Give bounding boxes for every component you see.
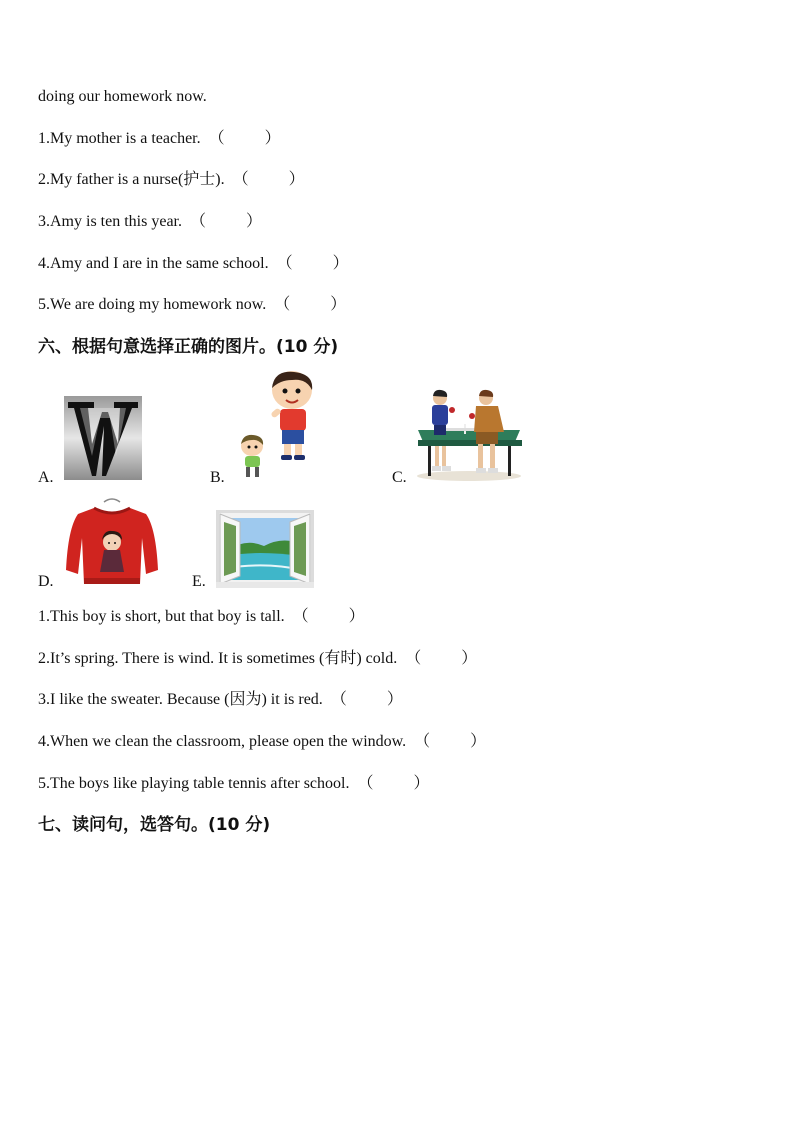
answer-blank[interactable]: （ ） [292, 608, 365, 625]
continued-text: doing our homework now. [38, 88, 207, 105]
answer-blank[interactable]: （ ） [276, 255, 349, 272]
s6-item-5-text: 5.The boys like playing table tennis after school. [38, 775, 350, 792]
section6-heading: 六、根据句意选择正确的图片。(10 分) [38, 337, 339, 357]
tall-short-boys-icon [236, 370, 318, 482]
option-c-label: C. [392, 469, 407, 486]
s6-item-4-text: 4.When we clean the classroom, please open the window. [38, 733, 407, 750]
s5-item-1-text: 1.My mother is a teacher. [38, 130, 201, 147]
s5-item-1 [38, 129, 281, 149]
option-b-label: B. [210, 469, 225, 486]
option-e-label: E. [192, 573, 206, 590]
answer-blank[interactable]: （ ） [189, 213, 262, 230]
answer-blank[interactable]: （ ） [274, 296, 347, 313]
s5-item-5-text: 5.We are doing my homework now. [38, 296, 267, 313]
option-d-label: D. [38, 573, 54, 590]
section7-heading: 七、读问句，选答句。(10 分) [38, 815, 271, 835]
table-tennis-icon [414, 388, 524, 482]
s5-item-3 [38, 212, 262, 232]
answer-blank[interactable]: （ ） [414, 733, 487, 750]
answer-blank[interactable]: （ ） [330, 691, 403, 708]
red-sweater-icon [64, 498, 160, 586]
s5-item-4-text: 4.Amy and I are in the same school. [38, 255, 269, 272]
s5-item-2 [38, 170, 305, 190]
s6-item-5 [38, 774, 430, 794]
s5-item-3-text: 3.Amy is ten this year. [38, 213, 182, 230]
s6-item-1 [38, 607, 365, 627]
s6-item-3 [38, 690, 403, 710]
answer-blank[interactable]: （ ） [357, 775, 430, 792]
option-a-label: A. [38, 469, 54, 486]
open-window-icon [216, 510, 314, 588]
s6-item-1-text: 1.This boy is short, but that boy is tall. [38, 608, 285, 625]
answer-blank[interactable]: （ ） [232, 171, 305, 188]
s5-item-4 [38, 254, 349, 274]
s5-item-2-text: 2.My father is a nurse(护士). [38, 171, 225, 188]
s5-item-5 [38, 295, 346, 315]
s6-item-2-text: 2.It’s spring. There is wind. It is sometimes (有时) cold. [38, 650, 398, 667]
s6-item-4 [38, 732, 486, 752]
s6-item-2 [38, 649, 477, 669]
answer-blank[interactable]: （ ） [405, 650, 478, 667]
answer-blank[interactable]: （ ） [208, 130, 281, 147]
wind-w-icon [64, 396, 142, 480]
s6-item-3-text: 3.I like the sweater. Because (因为) it is red. [38, 691, 323, 708]
